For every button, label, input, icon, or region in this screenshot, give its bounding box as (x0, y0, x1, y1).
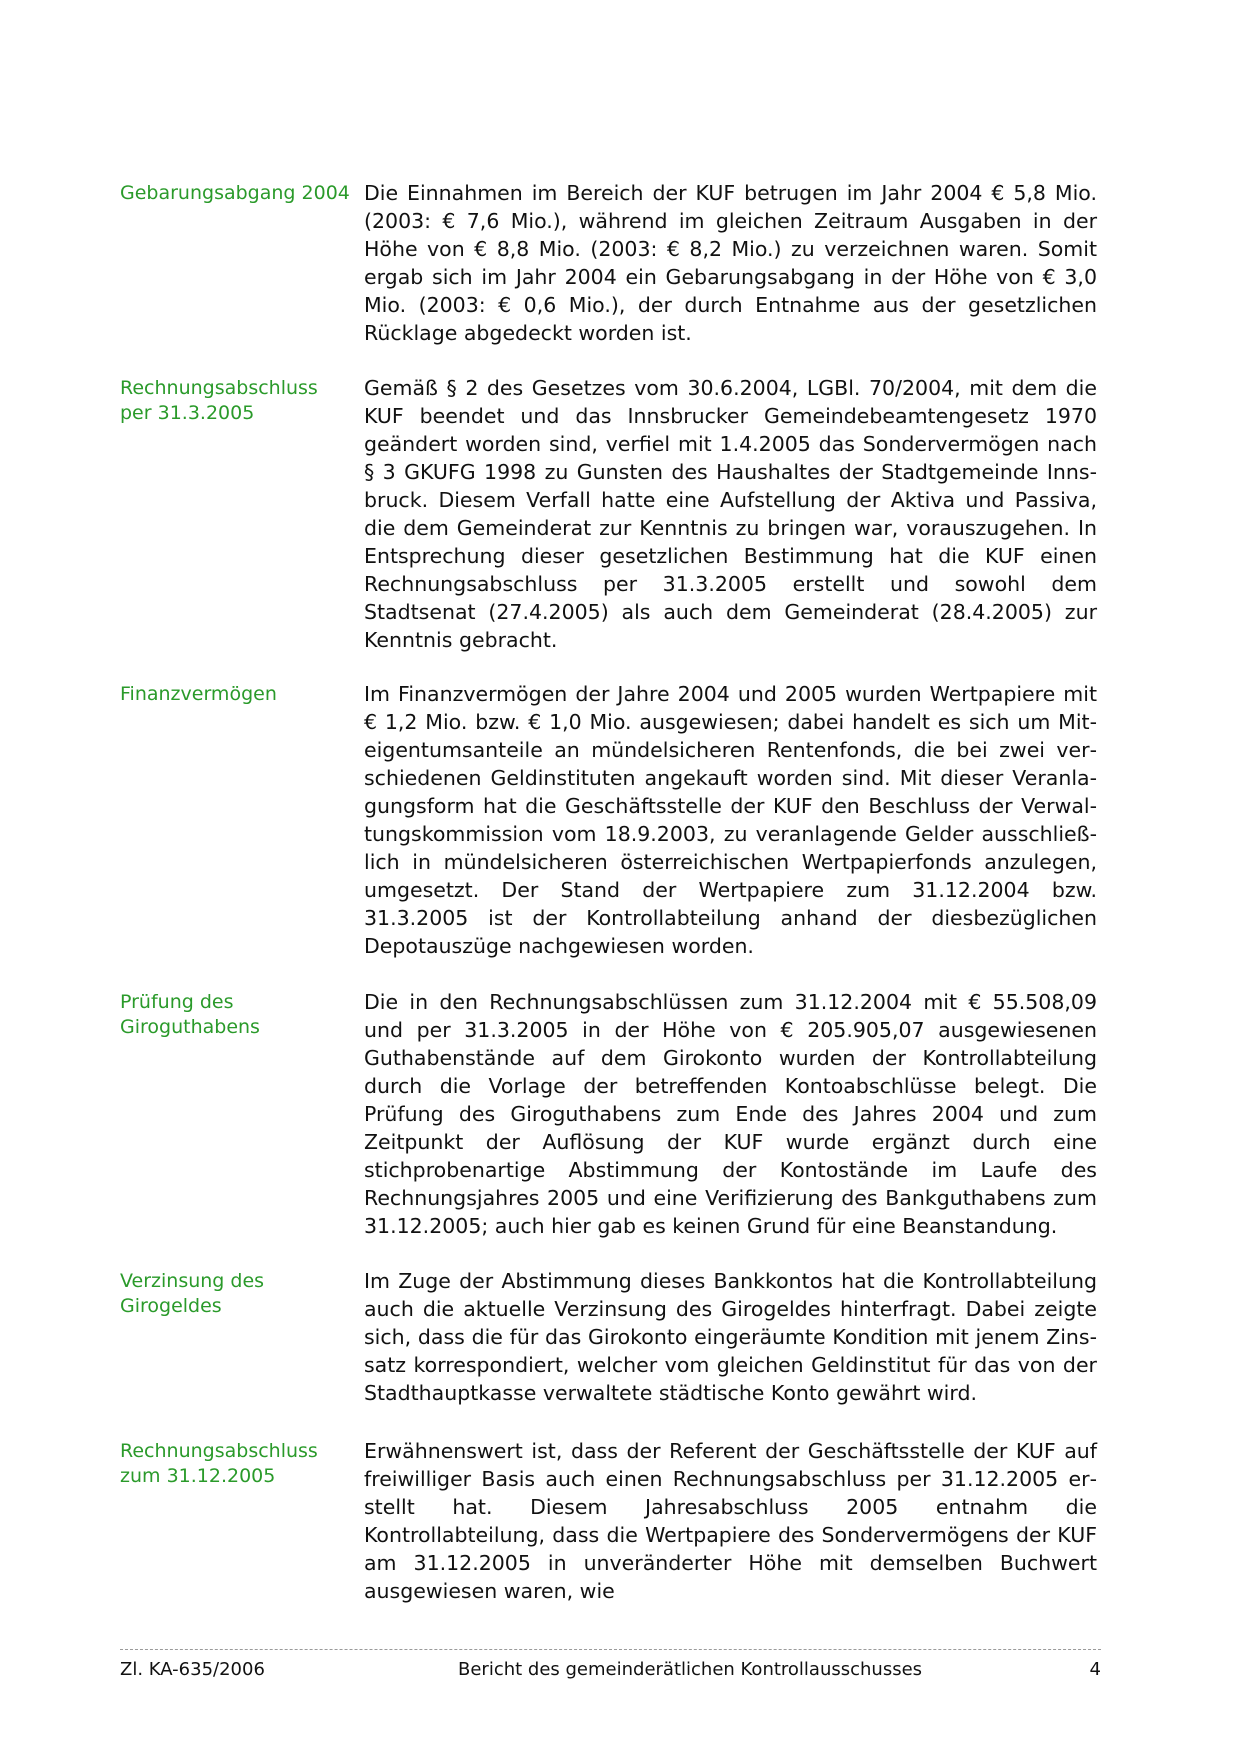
paragraph: Erwähnenswert ist, dass der Referent der Geschäftsstelle der KUF auf freiwilliger Basis auch einen Rechnungsabschluss per 31.12.2005 erstellt hat. Diesem Jahresabschluss 2005 entnahm die Kontrollabteilung, dass die Wertpapiere des Sondervermögens der KUF am 31.12.2005 in unveränderter Höhe mit demselben Buchwert ausgewiesen waren, wie (364, 1439, 1097, 1603)
paragraph: Im Finanzvermögen der Jahre 2004 und 2005 wurden Wertpapiere mit € 1,2 Mio. bzw. € 1,0 Mio. ausgewiesen; dabei handelt es sich um Miteigentumsanteile an mündelsicheren Rentenfonds, die bei zwei verschiedenen Geldinstituten angekauft worden sind. Mit dieser Veranlagungsform hat die Geschäftsstelle der KUF den Beschluss der Verwaltungskommission vom 18.9.2003, zu veranlagende Gelder ausschließlich in mündelsicheren österreichischen Wertpapierfonds anzulegen, umgesetzt. Der Stand der Wertpapiere zum 31.12.2004 bzw. 31.3.2005 ist der Kontrollabteilung anhand der diesbezüglichen Depotauszüge nachgewiesen worden. (364, 682, 1097, 958)
footer-title: Bericht des gemeinderätlichen Kontrollausschusses (458, 1659, 923, 1680)
margin-heading: Prüfung des Giroguthabens (120, 991, 260, 1038)
paragraph: Gemäß § 2 des Gesetzes vom 30.6.2004, LGBl. 70/2004, mit dem die KUF beendet und das Innsbrucker Gemeindebeamtengesetz 1970 geändert worden sind, verfiel mit 1.4.2005 das Sondervermögen nach § 3 GKUFG 1998 zu Gunsten des Haushaltes der Stadtgemeinde Innsbruck. Diesem Verfall hatte eine Aufstellung der Aktiva und Passiva, die dem Gemeinderat zur Kenntnis zu bringen war, vorauszugehen. In Entsprechung dieser gesetzlichen Bestimmung hat die KUF einen Rechnungsabschluss per 31.3.2005 erstellt und sowohl dem Stadtsenat (27.4.2005) als auch dem Gemeinderat (28.4.2005) zur Kenntnis gebracht. (364, 376, 1097, 652)
paragraph: Die in den Rechnungsabschlüssen zum 31.12.2004 mit € 55.508,09 und per 31.3.2005 in der Höhe von € 205.905,07 ausgewiesenen Guthabenstände auf dem Girokonto wurden der Kontrollabteilung durch die Vorlage der betreffenden Kontoabschlüsse belegt. Die Prüfung des Giroguthabens zum Ende des Jahres 2004 und zum Zeitpunkt der Auflösung der KUF wurde ergänzt durch eine stichprobenartige Abstimmung der Kontostände im Laufe des Rechnungsjahres 2005 und eine Verifizierung des Bankguthabens zum 31.12.2005; auch hier gab es keinen Grund für eine Beanstandung. (364, 990, 1097, 1238)
paragraph: Die Einnahmen im Bereich der KUF betrugen im Jahr 2004 € 5,8 Mio. (2003: € 7,6 Mio.), während im gleichen Zeitraum Ausgaben in der Höhe von € 8,8 Mio. (2003: € 8,2 Mio.) zu verzeichnen waren. Somit ergab sich im Jahr 2004 ein Gebarungsabgang in der Höhe von € 3,0 Mio. (2003: € 0,6 Mio.), der durch Entnahme aus der gesetzlichen Rücklage abgedeckt worden ist. (364, 181, 1097, 345)
footer-divider (120, 1649, 1101, 1650)
margin-heading: Rechnungsabschluss zum 31.12.2005 (120, 1440, 318, 1487)
page-number: 4 (1089, 1659, 1101, 1680)
margin-heading: Verzinsung des Girogeldes (120, 1270, 265, 1317)
margin-heading: Rechnungsabschluss per 31.3.2005 (120, 377, 318, 424)
page-footer (120, 1656, 1101, 1684)
margin-heading: Finanzvermögen (120, 683, 277, 705)
paragraph: Im Zuge der Abstimmung dieses Bankkontos hat die Kontrollabteilung auch die aktuelle Verzinsung des Girogeldes hinterfragt. Dabei zeigte sich, dass die für das Girokonto eingeräumte Kondition mit jenem Zinssatz korrespondiert, welcher vom gleichen Geldinstitut für das von der Stadthauptkasse verwaltete städtische Konto gewährt wird. (364, 1269, 1097, 1405)
footer-reference: Zl. KA-635/2006 (120, 1659, 265, 1680)
margin-heading: Gebarungsabgang 2004 (120, 182, 350, 204)
